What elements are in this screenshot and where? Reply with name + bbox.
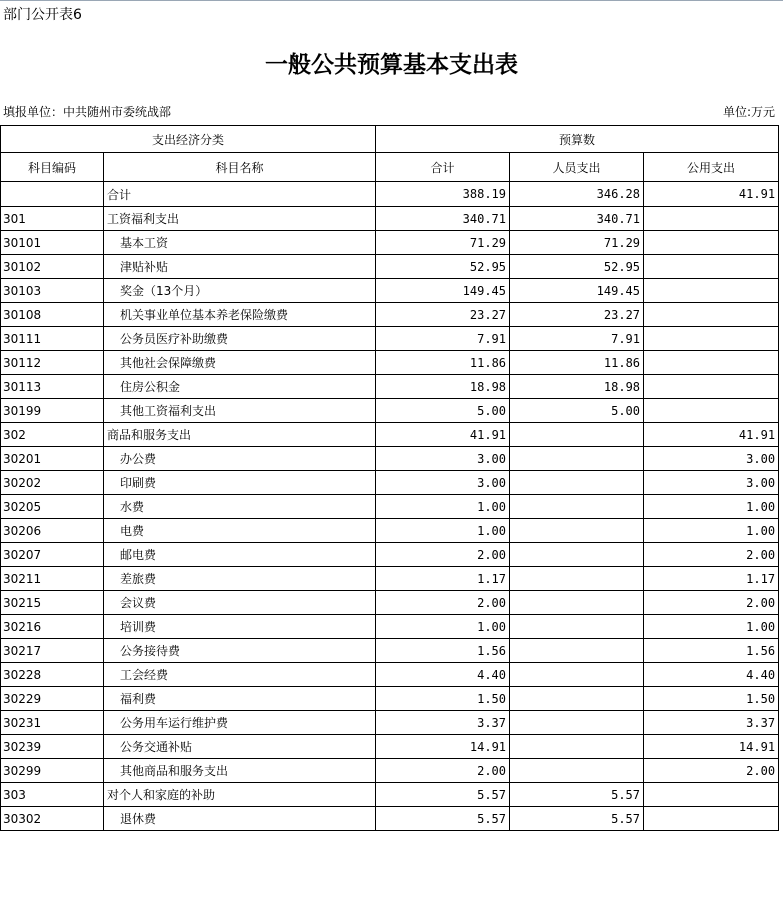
row-public-cell [644, 327, 779, 351]
row-total-cell: 1.00 [376, 519, 510, 543]
row-total-cell: 52.95 [376, 255, 510, 279]
row-code-cell: 30216 [1, 615, 104, 639]
row-name-cell: 住房公积金 [104, 375, 376, 399]
row-code-cell: 30108 [1, 303, 104, 327]
row-personnel-cell [510, 423, 644, 447]
column-header-row [1, 153, 779, 182]
row-name-cell: 公务接待费 [104, 639, 376, 663]
row-public-cell: 4.40 [644, 663, 779, 687]
classification-group-header: 支出经济分类 [1, 126, 376, 153]
column-header-total: 合计 [376, 153, 510, 182]
table-row [1, 255, 779, 279]
row-public-cell: 41.91 [644, 423, 779, 447]
row-personnel-cell: 149.45 [510, 279, 644, 303]
table-row [1, 735, 779, 759]
budget-table [0, 125, 779, 831]
row-name-cell: 其他社会保障缴费 [104, 351, 376, 375]
row-code-cell: 30207 [1, 543, 104, 567]
row-public-cell: 2.00 [644, 543, 779, 567]
page-title: 一般公共预算基本支出表 [265, 51, 518, 78]
row-total-cell: 340.71 [376, 207, 510, 231]
row-name-cell: 其他商品和服务支出 [104, 759, 376, 783]
row-total-cell: 1.00 [376, 495, 510, 519]
row-total-cell: 2.00 [376, 591, 510, 615]
row-total-cell: 71.29 [376, 231, 510, 255]
row-personnel-cell [510, 471, 644, 495]
row-code-cell: 302 [1, 423, 104, 447]
row-name-cell: 水费 [104, 495, 376, 519]
row-name-cell: 商品和服务支出 [104, 423, 376, 447]
row-name-cell: 公务用车运行维护费 [104, 711, 376, 735]
row-public-cell: 3.00 [644, 471, 779, 495]
row-name-cell: 对个人和家庭的补助 [104, 783, 376, 807]
row-personnel-cell: 71.29 [510, 231, 644, 255]
row-public-cell [644, 375, 779, 399]
table-row [1, 519, 779, 543]
table-row [1, 303, 779, 327]
row-code-cell: 30231 [1, 711, 104, 735]
row-code-cell: 30199 [1, 399, 104, 423]
row-personnel-cell [510, 615, 644, 639]
row-code-cell: 30229 [1, 687, 104, 711]
row-code-cell: 30111 [1, 327, 104, 351]
row-name-cell: 其他工资福利支出 [104, 399, 376, 423]
top-border [0, 0, 783, 1]
row-public-cell: 2.00 [644, 759, 779, 783]
row-name-cell: 奖金（13个月） [104, 279, 376, 303]
row-code-cell: 30101 [1, 231, 104, 255]
row-code-cell: 30113 [1, 375, 104, 399]
table-row [1, 375, 779, 399]
row-code-cell: 30206 [1, 519, 104, 543]
reporting-unit: 填报单位：中共随州市委统战部 [3, 105, 172, 119]
row-total-cell: 5.57 [376, 783, 510, 807]
row-total-cell: 3.00 [376, 471, 510, 495]
row-personnel-cell: 52.95 [510, 255, 644, 279]
row-personnel-cell [510, 735, 644, 759]
row-code-cell: 30217 [1, 639, 104, 663]
table-row [1, 399, 779, 423]
row-personnel-cell [510, 567, 644, 591]
row-public-cell [644, 231, 779, 255]
row-personnel-cell: 23.27 [510, 303, 644, 327]
row-public-cell: 3.37 [644, 711, 779, 735]
table-row [1, 759, 779, 783]
table-row [1, 351, 779, 375]
table-row [1, 639, 779, 663]
table-row [1, 471, 779, 495]
row-public-cell: 1.50 [644, 687, 779, 711]
row-total-cell: 41.91 [376, 423, 510, 447]
row-personnel-cell [510, 639, 644, 663]
row-public-cell: 3.00 [644, 447, 779, 471]
row-code-cell: 30228 [1, 663, 104, 687]
row-personnel-cell [510, 543, 644, 567]
table-row [1, 783, 779, 807]
row-personnel-cell [510, 495, 644, 519]
row-total-cell: 7.91 [376, 327, 510, 351]
row-total-cell: 11.86 [376, 351, 510, 375]
row-public-cell: 41.91 [644, 182, 779, 207]
row-total-cell: 23.27 [376, 303, 510, 327]
row-total-cell: 3.00 [376, 447, 510, 471]
column-header-name: 科目名称 [104, 153, 376, 182]
table-row [1, 663, 779, 687]
row-personnel-cell: 11.86 [510, 351, 644, 375]
table-row [1, 423, 779, 447]
row-personnel-cell: 340.71 [510, 207, 644, 231]
row-code-cell: 30211 [1, 567, 104, 591]
row-total-cell: 388.19 [376, 182, 510, 207]
table-row [1, 231, 779, 255]
table-row [1, 591, 779, 615]
row-code-cell [1, 182, 104, 207]
row-personnel-cell: 346.28 [510, 182, 644, 207]
row-public-cell: 1.00 [644, 615, 779, 639]
row-total-cell: 1.56 [376, 639, 510, 663]
column-header-personnel: 人员支出 [510, 153, 644, 182]
row-personnel-cell: 18.98 [510, 375, 644, 399]
row-code-cell: 30299 [1, 759, 104, 783]
row-public-cell [644, 279, 779, 303]
row-name-cell: 津贴补贴 [104, 255, 376, 279]
row-personnel-cell [510, 663, 644, 687]
table-row [1, 687, 779, 711]
row-total-cell: 1.00 [376, 615, 510, 639]
row-name-cell: 电费 [104, 519, 376, 543]
row-personnel-cell [510, 519, 644, 543]
row-public-cell: 1.56 [644, 639, 779, 663]
table-row [1, 207, 779, 231]
row-public-cell: 14.91 [644, 735, 779, 759]
table-row [1, 567, 779, 591]
row-public-cell: 1.17 [644, 567, 779, 591]
row-name-cell: 合计 [104, 182, 376, 207]
row-total-cell: 2.00 [376, 759, 510, 783]
currency-unit: 单位:万元 [722, 105, 775, 119]
row-personnel-cell: 5.57 [510, 783, 644, 807]
row-public-cell [644, 351, 779, 375]
row-code-cell: 301 [1, 207, 104, 231]
row-total-cell: 149.45 [376, 279, 510, 303]
row-code-cell: 30205 [1, 495, 104, 519]
row-code-cell: 30103 [1, 279, 104, 303]
row-public-cell [644, 303, 779, 327]
table-row [1, 711, 779, 735]
row-code-cell: 303 [1, 783, 104, 807]
row-public-cell: 1.00 [644, 519, 779, 543]
row-name-cell: 邮电费 [104, 543, 376, 567]
row-personnel-cell [510, 687, 644, 711]
row-total-cell: 5.00 [376, 399, 510, 423]
row-name-cell: 差旅费 [104, 567, 376, 591]
row-personnel-cell: 5.00 [510, 399, 644, 423]
row-name-cell: 机关事业单位基本养老保险缴费 [104, 303, 376, 327]
row-public-cell [644, 783, 779, 807]
row-name-cell: 福利费 [104, 687, 376, 711]
row-total-cell: 2.00 [376, 543, 510, 567]
row-total-cell: 18.98 [376, 375, 510, 399]
row-public-cell [644, 207, 779, 231]
row-name-cell: 公务员医疗补助缴费 [104, 327, 376, 351]
row-total-cell: 5.57 [376, 807, 510, 831]
row-public-cell [644, 399, 779, 423]
row-public-cell [644, 807, 779, 831]
row-public-cell: 2.00 [644, 591, 779, 615]
row-name-cell: 培训费 [104, 615, 376, 639]
row-name-cell: 工会经费 [104, 663, 376, 687]
row-total-cell: 1.17 [376, 567, 510, 591]
row-code-cell: 30239 [1, 735, 104, 759]
row-name-cell: 会议费 [104, 591, 376, 615]
row-code-cell: 30201 [1, 447, 104, 471]
row-code-cell: 30202 [1, 471, 104, 495]
row-code-cell: 30112 [1, 351, 104, 375]
row-code-cell: 30302 [1, 807, 104, 831]
row-total-cell: 4.40 [376, 663, 510, 687]
table-row [1, 615, 779, 639]
row-personnel-cell [510, 759, 644, 783]
row-name-cell: 退休费 [104, 807, 376, 831]
table-row [1, 447, 779, 471]
row-public-cell [644, 255, 779, 279]
table-row [1, 327, 779, 351]
column-header-public: 公用支出 [644, 153, 779, 182]
row-personnel-cell [510, 447, 644, 471]
row-code-cell: 30215 [1, 591, 104, 615]
table-row [1, 182, 779, 207]
form-number: 部门公开表6 [3, 7, 82, 23]
row-total-cell: 1.50 [376, 687, 510, 711]
row-total-cell: 3.37 [376, 711, 510, 735]
column-header-code: 科目编码 [1, 153, 104, 182]
table-row [1, 807, 779, 831]
row-personnel-cell: 7.91 [510, 327, 644, 351]
row-personnel-cell: 5.57 [510, 807, 644, 831]
row-public-cell: 1.00 [644, 495, 779, 519]
row-personnel-cell [510, 591, 644, 615]
table-row [1, 279, 779, 303]
row-total-cell: 14.91 [376, 735, 510, 759]
row-personnel-cell [510, 711, 644, 735]
row-name-cell: 基本工资 [104, 231, 376, 255]
table-row [1, 543, 779, 567]
row-name-cell: 办公费 [104, 447, 376, 471]
budget-group-header: 预算数 [376, 126, 779, 153]
row-name-cell: 工资福利支出 [104, 207, 376, 231]
group-header-row [1, 126, 779, 153]
row-name-cell: 公务交通补贴 [104, 735, 376, 759]
row-code-cell: 30102 [1, 255, 104, 279]
row-name-cell: 印刷费 [104, 471, 376, 495]
table-row [1, 495, 779, 519]
